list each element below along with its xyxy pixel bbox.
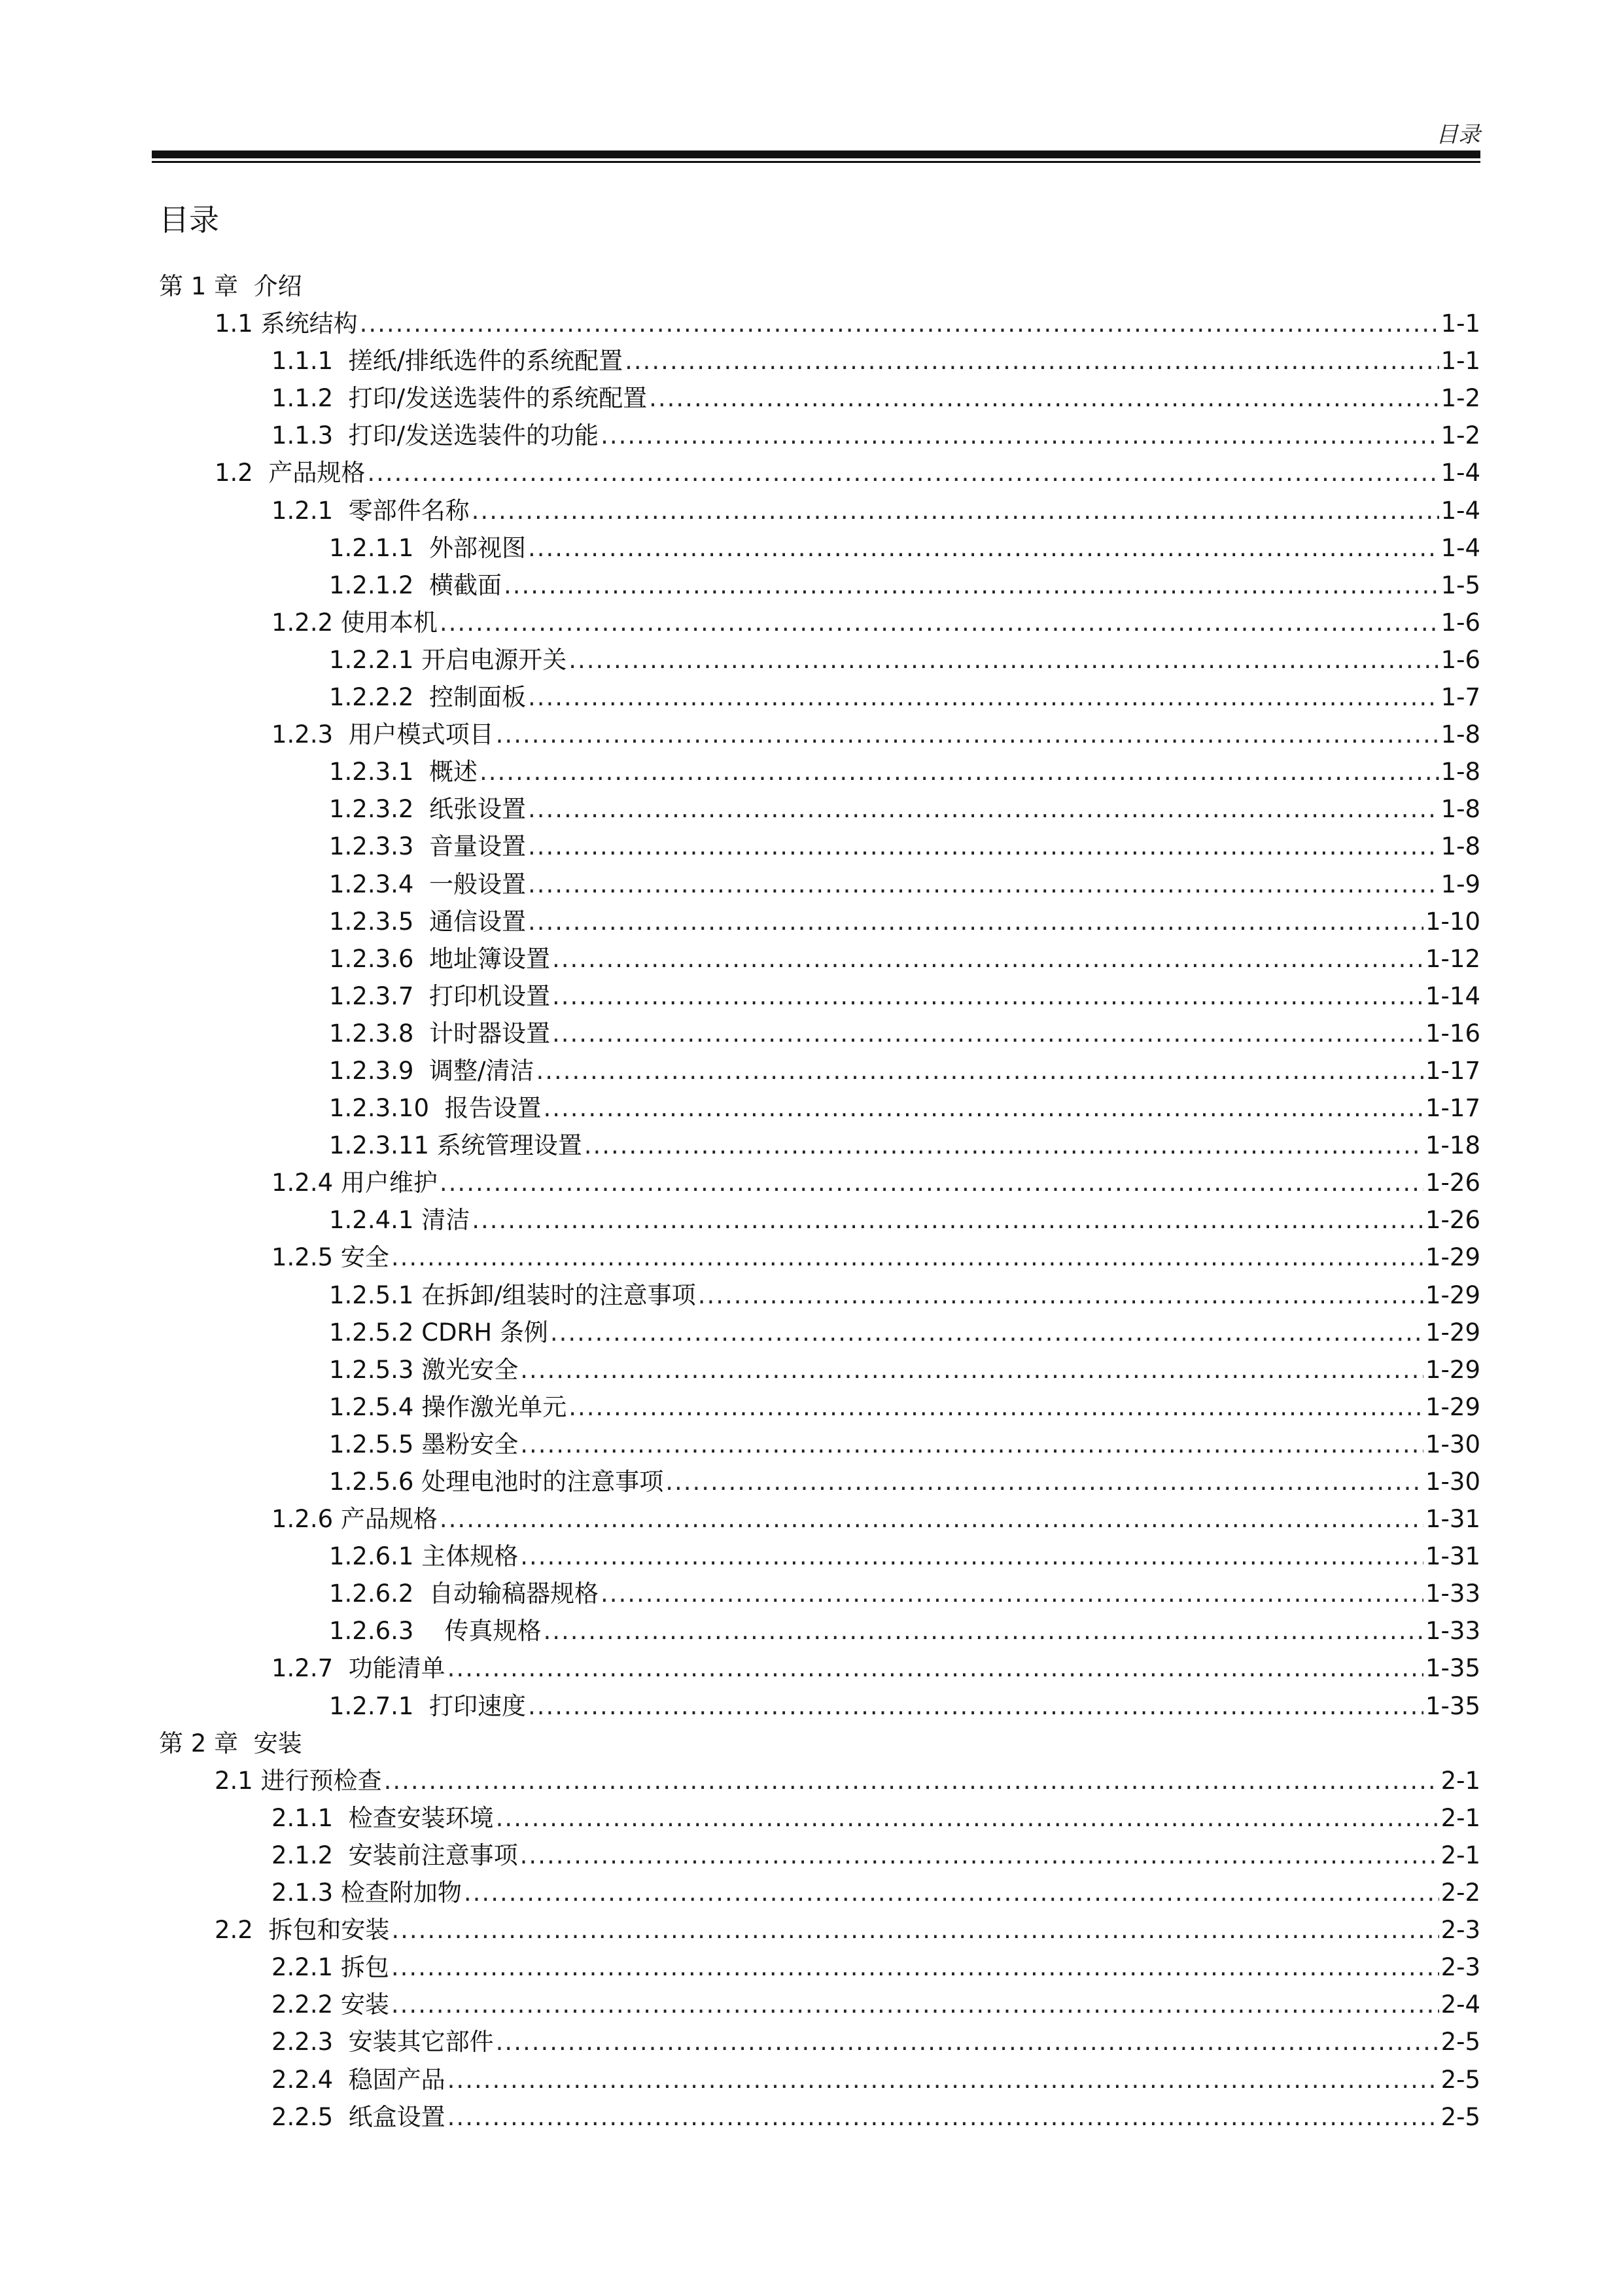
toc-entry-page: 1-29 <box>1425 1243 1480 1272</box>
toc-entry-label: 1.2.2.1 开启电源开关 <box>329 645 567 674</box>
toc-entry-label: 1.2.3.6 地址簿设置 <box>329 944 550 973</box>
toc-entry-page: 1-1 <box>1440 309 1480 338</box>
header-rule-thick <box>152 150 1480 158</box>
toc-entry[interactable] <box>159 1612 1480 1650</box>
dot-leader <box>391 1239 1423 1276</box>
dot-leader <box>391 1949 1439 1986</box>
dot-leader <box>520 1837 1439 1874</box>
header-rule-thin <box>152 161 1480 163</box>
toc-entry-page: 2-5 <box>1440 2102 1480 2131</box>
toc-entry[interactable] <box>159 1986 1480 2023</box>
dot-leader <box>698 1277 1423 1314</box>
toc-entry-label: 1.2.3.5 通信设置 <box>329 907 526 936</box>
toc-entry[interactable] <box>159 978 1480 1015</box>
toc-entry[interactable] <box>159 1837 1480 1874</box>
toc-entry-label: 1.2.3 用户模式项目 <box>271 720 494 749</box>
dot-leader <box>391 1911 1439 1949</box>
toc-entry[interactable] <box>159 1687 1480 1725</box>
dot-leader <box>496 1799 1439 1837</box>
toc-entry-page: 1-35 <box>1425 1654 1480 1683</box>
toc-entry-label: 1.2.7.1 打印速度 <box>329 1691 526 1720</box>
toc-entry[interactable] <box>159 1239 1480 1276</box>
dot-leader <box>550 1314 1423 1351</box>
toc-entry[interactable] <box>159 1127 1480 1164</box>
dot-leader <box>552 1015 1423 1052</box>
toc-entry-label: 1.2.1.1 外部视图 <box>329 533 526 562</box>
toc-entry-page: 1-26 <box>1425 1169 1480 1197</box>
dot-leader <box>528 679 1439 716</box>
toc-entry[interactable] <box>159 1277 1480 1314</box>
toc-entry[interactable] <box>159 903 1480 940</box>
toc-entry[interactable] <box>159 866 1480 903</box>
toc-entry[interactable] <box>159 417 1480 454</box>
dot-leader <box>528 1687 1423 1725</box>
dot-leader <box>536 1052 1423 1089</box>
toc-entry-label: 1.2.1 零部件名称 <box>271 496 470 525</box>
toc-entry[interactable] <box>159 305 1480 342</box>
toc-entry-page: 1-31 <box>1425 1542 1480 1571</box>
toc-entry-page: 2-3 <box>1440 1916 1480 1945</box>
toc-entry[interactable] <box>159 2061 1480 2098</box>
toc-entry[interactable] <box>159 716 1480 753</box>
toc-entry-label: 2.2.5 纸盒设置 <box>271 2102 445 2131</box>
toc-entry-page: 2-4 <box>1440 1990 1480 2019</box>
toc-entry[interactable] <box>159 1015 1480 1052</box>
toc-entry[interactable] <box>159 679 1480 716</box>
toc-entry-page: 1-26 <box>1425 1206 1480 1235</box>
toc-entry-page: 1-8 <box>1440 720 1480 749</box>
toc-entry-page: 1-17 <box>1425 1094 1480 1123</box>
running-header: 目录 <box>1436 122 1480 148</box>
toc-entry-label: 1.2.5.5 墨粉安全 <box>329 1430 519 1458</box>
toc-entry-label: 第 1 章 介绍 <box>159 272 302 300</box>
toc-entry-label: 2.1.1 检查安装环境 <box>271 1803 494 1832</box>
dot-leader <box>472 1201 1423 1239</box>
toc-entry-page: 1-33 <box>1425 1617 1480 1646</box>
toc-entry-label: 1.2.6.1 主体规格 <box>329 1542 519 1571</box>
toc-entry[interactable] <box>159 567 1480 604</box>
toc-entry-label: 2.2.2 安装 <box>271 1990 389 2019</box>
dot-leader <box>440 1164 1423 1201</box>
toc-entry[interactable] <box>159 753 1480 790</box>
dot-leader <box>568 1388 1423 1426</box>
toc-entry-label: 2.2.1 拆包 <box>271 1953 389 1982</box>
dot-leader <box>447 2098 1439 2136</box>
toc-entry-label: 1.1.1 搓纸/排纸选件的系统配置 <box>271 347 623 376</box>
toc-entry-label: 1.2.3.8 计时器设置 <box>329 1019 550 1048</box>
toc-entry-label: 1.2.5.1 在拆卸/组装时的注意事项 <box>329 1280 696 1309</box>
toc-entry-page: 2-5 <box>1440 2028 1480 2057</box>
toc-entry-label: 1.2 产品规格 <box>215 459 366 487</box>
toc-entry-label: 1.2.4 用户维护 <box>271 1169 438 1197</box>
toc-entry-page: 1-8 <box>1440 795 1480 824</box>
toc-entry-page: 1-6 <box>1440 608 1480 637</box>
toc-entry-page: 1-30 <box>1425 1468 1480 1496</box>
toc-entry-page: 1-16 <box>1425 1019 1480 1048</box>
dot-leader <box>528 828 1439 865</box>
toc-entry-label: 1.2.6 产品规格 <box>271 1505 438 1534</box>
toc-entry[interactable] <box>159 641 1480 679</box>
toc-entry-label: 1.2.5 安全 <box>271 1243 389 1272</box>
dot-leader <box>480 753 1439 790</box>
toc-entry-label: 1.2.3.9 调整/清洁 <box>329 1056 534 1085</box>
dot-leader <box>625 342 1439 380</box>
toc-entry-page: 2-2 <box>1440 1879 1480 1907</box>
dot-leader <box>504 567 1439 604</box>
toc-entry[interactable] <box>159 2023 1480 2060</box>
toc-entry-label: 1.2.1.2 横截面 <box>329 571 502 599</box>
toc-entry-label: 2.1.2 安装前注意事项 <box>271 1841 518 1869</box>
toc-entry-page: 1-17 <box>1425 1056 1480 1085</box>
toc-entry-page: 1-8 <box>1440 832 1480 861</box>
toc-entry[interactable] <box>159 1650 1480 1687</box>
dot-leader <box>360 305 1439 342</box>
dot-leader <box>496 2023 1439 2060</box>
toc-entry-page: 1-29 <box>1425 1392 1480 1421</box>
dot-leader <box>391 1986 1439 2023</box>
toc-entry[interactable] <box>159 454 1480 491</box>
dot-leader <box>568 641 1439 679</box>
dot-leader <box>584 1127 1423 1164</box>
toc-entry-label: 1.2.2.2 控制面板 <box>329 683 526 712</box>
toc-entry-page: 1-31 <box>1425 1505 1480 1534</box>
toc-entry-label: 1.2.5.4 操作激光单元 <box>329 1392 567 1421</box>
toc-entry-page: 2-1 <box>1440 1766 1480 1795</box>
toc-entry-label: 1.2.3.3 音量设置 <box>329 832 526 861</box>
toc-entry[interactable] <box>159 1762 1480 1799</box>
toc-entry-page: 1-10 <box>1425 907 1480 936</box>
toc-entry-page: 1-29 <box>1425 1355 1480 1384</box>
toc-entry-page: 2-3 <box>1440 1953 1480 1982</box>
toc-entry-label: 1.2.5.6 处理电池时的注意事项 <box>329 1468 664 1496</box>
dot-leader <box>367 454 1439 491</box>
toc-entry[interactable] <box>159 1351 1480 1388</box>
toc-entry-label: 1.2.5.3 激光安全 <box>329 1355 519 1384</box>
toc-entry[interactable] <box>159 1575 1480 1612</box>
toc-entry[interactable] <box>159 1089 1480 1127</box>
toc-entry-page: 1-30 <box>1425 1430 1480 1458</box>
toc-entry-label: 2.2 拆包和安装 <box>215 1916 390 1945</box>
dot-leader <box>447 2061 1439 2098</box>
toc-entry[interactable] <box>159 1799 1480 1837</box>
toc-entry-page: 1-7 <box>1440 683 1480 712</box>
toc-entry-label: 1.2.6.3 传真规格 <box>329 1617 542 1646</box>
toc-entry-label: 1.2.2 使用本机 <box>271 608 438 637</box>
dot-leader <box>601 1575 1423 1612</box>
toc-entry-page: 1-2 <box>1440 384 1480 413</box>
dot-leader <box>440 1500 1423 1538</box>
toc-entry-page: 1-18 <box>1425 1131 1480 1160</box>
toc-entry[interactable] <box>159 1201 1480 1239</box>
dot-leader <box>464 1874 1439 1911</box>
toc-entry[interactable] <box>159 1463 1480 1500</box>
toc-entry[interactable] <box>159 940 1480 978</box>
toc-entry-page: 1-12 <box>1425 944 1480 973</box>
toc-entry[interactable] <box>159 604 1480 641</box>
toc-entry-page: 1-35 <box>1425 1691 1480 1720</box>
toc-entry-page: 1-14 <box>1425 981 1480 1010</box>
dot-leader <box>472 492 1439 529</box>
toc-entry[interactable] <box>159 529 1480 567</box>
dot-leader <box>528 529 1439 567</box>
toc-entry[interactable] <box>159 1500 1480 1538</box>
toc-entry-page: 1-1 <box>1440 347 1480 376</box>
dot-leader <box>447 1650 1423 1687</box>
toc-entry[interactable] <box>159 1426 1480 1463</box>
toc-entry-label: 2.2.4 稳固产品 <box>271 2065 445 2094</box>
toc-entry[interactable] <box>159 1314 1480 1351</box>
toc-entry-label: 1.2.3.10 报告设置 <box>329 1094 542 1123</box>
toc-entry-page: 1-29 <box>1425 1318 1480 1347</box>
toc-entry-label: 1.2.3.7 打印机设置 <box>329 981 550 1010</box>
toc-entry[interactable] <box>159 1911 1480 1949</box>
toc-entry[interactable] <box>159 1874 1480 1911</box>
chapter-heading <box>159 1725 1480 1762</box>
toc-entry-label: 1.1.2 打印/发送选装件的系统配置 <box>271 384 648 413</box>
toc-entry-label: 1.2.7 功能清单 <box>271 1654 445 1683</box>
toc-entry-page: 1-4 <box>1440 496 1480 525</box>
dot-leader <box>601 417 1439 454</box>
toc-entry-page: 1-33 <box>1425 1580 1480 1608</box>
toc-entry[interactable] <box>159 1052 1480 1089</box>
toc-entry[interactable] <box>159 1538 1480 1575</box>
toc-entry-label: 1.1.3 打印/发送选装件的功能 <box>271 421 599 450</box>
toc-entry[interactable] <box>159 1949 1480 1986</box>
toc-entry-label: 1.2.4.1 清洁 <box>329 1206 470 1235</box>
dot-leader <box>544 1089 1424 1127</box>
dot-leader <box>440 604 1439 641</box>
toc-entry-label: 1.2.3.4 一般设置 <box>329 870 526 898</box>
toc-entry-label: 1.2.5.2 CDRH 条例 <box>329 1318 548 1347</box>
toc-entry-page: 1-2 <box>1440 421 1480 450</box>
toc-entry-page: 2-1 <box>1440 1841 1480 1869</box>
toc-entry[interactable] <box>159 1164 1480 1201</box>
toc-entry-label: 2.1.3 检查附加物 <box>271 1879 462 1907</box>
dot-leader <box>528 866 1439 903</box>
dot-leader <box>649 380 1439 417</box>
toc-entry[interactable] <box>159 342 1480 380</box>
dot-leader <box>544 1612 1424 1650</box>
toc-entry-label: 2.2.3 安装其它部件 <box>271 2028 494 2057</box>
toc-entry[interactable] <box>159 828 1480 865</box>
dot-leader <box>552 978 1423 1015</box>
toc-entry-label: 1.2.6.2 自动输稿器规格 <box>329 1580 599 1608</box>
toc-entry-page: 1-9 <box>1440 870 1480 898</box>
dot-leader <box>520 1538 1423 1575</box>
toc-entry[interactable] <box>159 492 1480 529</box>
toc-entry-page: 1-6 <box>1440 645 1480 674</box>
toc-entry-page: 2-1 <box>1440 1803 1480 1832</box>
toc-entry-page: 2-5 <box>1440 2065 1480 2094</box>
toc-entry[interactable] <box>159 790 1480 828</box>
dot-leader <box>528 903 1423 940</box>
toc-entry-page: 1-5 <box>1440 571 1480 599</box>
toc-entry-page: 1-8 <box>1440 758 1480 786</box>
toc-entry-label: 1.2.3.2 纸张设置 <box>329 795 526 824</box>
dot-leader <box>384 1762 1439 1799</box>
dot-leader <box>528 790 1439 828</box>
toc-entry-page: 1-29 <box>1425 1280 1480 1309</box>
toc-entry-label: 2.1 进行预检查 <box>215 1766 382 1795</box>
dot-leader <box>496 716 1439 753</box>
toc-entry[interactable] <box>159 2098 1480 2136</box>
page-title: 目录 <box>159 202 219 238</box>
toc-entry-label: 1.1 系统结构 <box>215 309 358 338</box>
toc-entry-label: 1.2.3.11 系统管理设置 <box>329 1131 582 1160</box>
toc-entry-label: 1.2.3.1 概述 <box>329 758 478 786</box>
toc-entry[interactable] <box>159 1388 1480 1426</box>
toc-entry-page: 1-4 <box>1440 459 1480 487</box>
toc-entry[interactable] <box>159 380 1480 417</box>
dot-leader <box>520 1351 1423 1388</box>
toc-entry-page: 1-4 <box>1440 533 1480 562</box>
dot-leader <box>552 940 1423 978</box>
dot-leader <box>665 1463 1423 1500</box>
chapter-heading <box>159 268 1480 305</box>
toc-entry-label: 第 2 章 安装 <box>159 1729 302 1757</box>
dot-leader <box>520 1426 1423 1463</box>
table-of-contents <box>159 268 1480 2136</box>
